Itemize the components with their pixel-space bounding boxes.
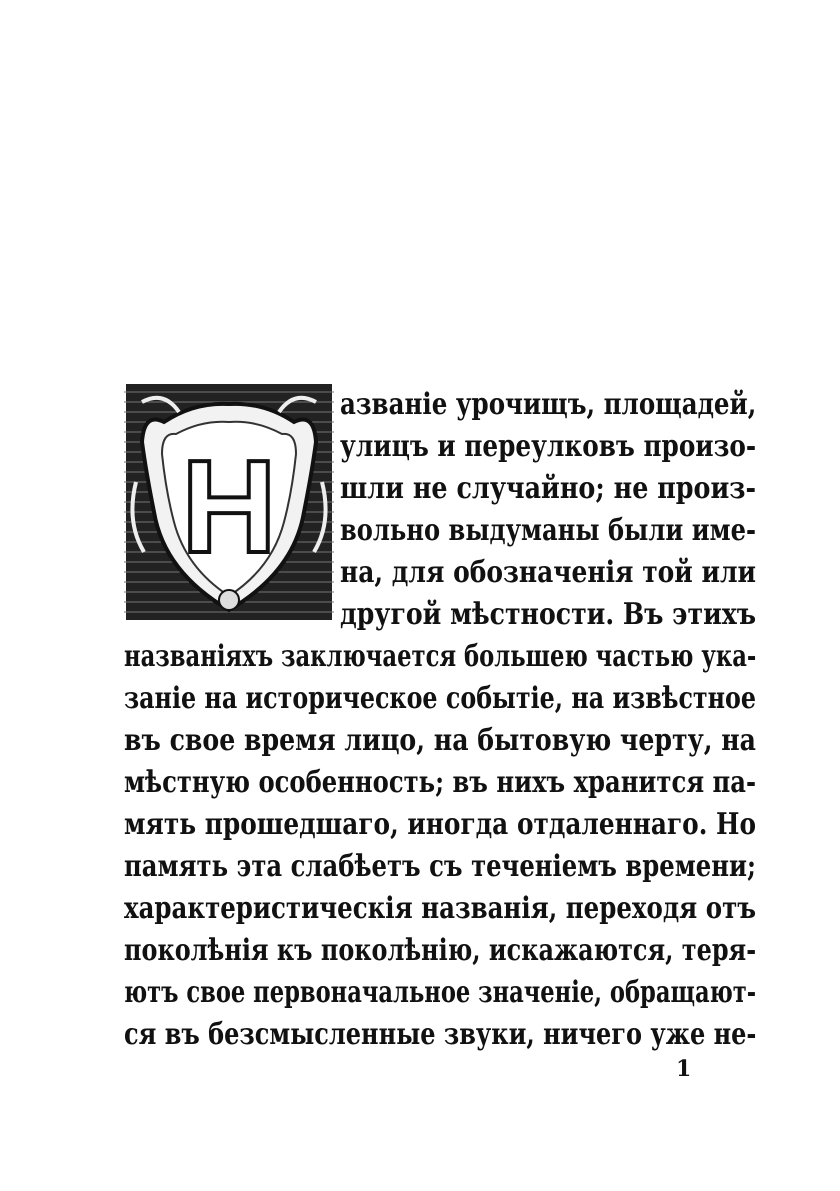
- text-line: мять прошедшаго, иногда отдаленнаго. Но: [124, 807, 756, 842]
- ornamental-drop-cap: [124, 382, 334, 622]
- text-line: заніе на историческое событіе, на извѣстное: [124, 681, 756, 716]
- text-line: другой мѣстности. Въ этихъ: [340, 597, 757, 632]
- page-number: 1: [676, 1056, 692, 1082]
- text-line: ся въ безсмысленные звуки, ничего уже не-: [124, 1017, 757, 1052]
- text-line: въ свое время лицо, на бытовую черту, на: [124, 723, 756, 758]
- text-line: улицъ и переулковъ произо-: [340, 429, 757, 464]
- text-line: поколѣнія къ поколѣнію, искажаются, теря-: [124, 933, 757, 968]
- text-line: ютъ свое первоначальное значеніе, обращают-: [124, 975, 757, 1010]
- drop-cap-letter: Н: [181, 433, 277, 580]
- text-line: азваніе урочищъ, площадей,: [340, 387, 757, 422]
- text-line: на, для обозначенія той или: [340, 555, 756, 590]
- text-line: характеристическія названія, переходя отъ: [124, 891, 756, 926]
- text-line: вольно выдуманы были име-: [340, 513, 756, 548]
- text-line: названіяхъ заключается большею частью ука-: [124, 639, 757, 674]
- text-line: память эта слабѣетъ съ теченіемъ времени;: [124, 849, 756, 884]
- text-line: шли не случайно; не произ-: [340, 471, 756, 506]
- text-line: мѣстную особенность; въ нихъ хранится па-: [124, 765, 757, 800]
